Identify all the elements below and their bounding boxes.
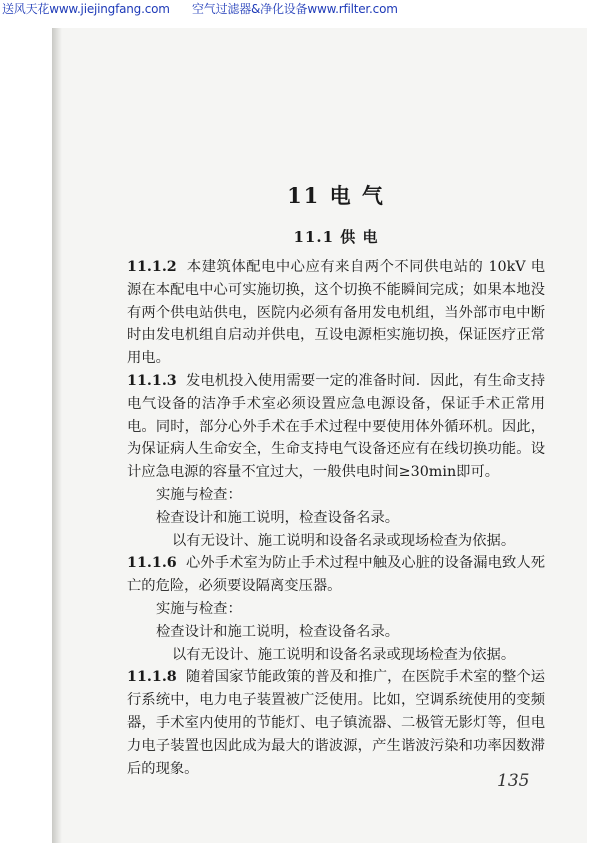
implementation-basis: 以有无设计、施工说明和设备名录或现场检查为依据。 [172, 646, 516, 663]
watermark-banner [0, 0, 600, 18]
clause-11-1-6 [127, 552, 545, 598]
implementation-basis: 以有无设计、施工说明和设备名录或现场检查为依据。 [172, 532, 516, 549]
body-text [127, 256, 545, 780]
chapter-title: 11 电 气 [287, 183, 385, 208]
section-title: 11.1 供 电 [293, 228, 379, 246]
clause-11-1-8 [127, 666, 545, 780]
clause-text: 本建筑体配电中心应有来自两个不同供电站的 10kV 电源在本配电中心可实施切换，这个切换不能瞬间完成；如果本地没有两个供电站供电，医院内必须有备用发电机组，当外部市电中断时由发电机组自启动并供电，互设电源柜实施切换，保证医疗正常用电。 [127, 259, 545, 367]
clause-11-1-2 [127, 256, 545, 370]
implementation-title: 实施与检查： [156, 486, 242, 503]
clause-number: 11.1.8 [127, 669, 177, 686]
banner-left-text: 送风天花www.jiejingfang.com [2, 2, 170, 16]
page-number: 135 [497, 771, 530, 791]
banner-right-text: 空气过滤器&净化设备www.rfilter.com [192, 2, 398, 16]
clause-number: 11.1.2 [127, 259, 177, 275]
implementation-check: 检查设计和施工说明，检查设备名录。 [156, 509, 400, 526]
implementation-check: 检查设计和施工说明，检查设备名录。 [156, 623, 400, 640]
clause-number: 11.1.3 [127, 372, 177, 389]
clause-11-1-3 [127, 370, 545, 484]
clause-number: 11.1.6 [127, 555, 177, 572]
page-gutter-shadow [52, 28, 62, 843]
clause-text: 发电机投入使用需要一定的准备时间．因此，有生命支持电气设备的洁净手术室必须设置应急电源设备，保证手术正常用电。同时，部分心外手术在手术过程中要使用体外循环机。因此，为保证病人生命安全，生命支持电气设备还应有在线切换功能。设计应急电源的容量不宜过大，一般供电时间≥30min即可。 [127, 372, 546, 481]
clause-text: 心外手术室为防止手术过程中触及心脏的设备漏电致人死亡的危险，必须要设隔离变压器。 [127, 555, 546, 595]
clause-text: 随着国家节能政策的普及和推广，在医院手术室的整个运行系统中，电力电子装置被广泛使用。比如，空调系统使用的变频器，手术室内使用的节能灯、电子镇流器、二极管无影灯等，但电力电子装置也因此成为最大的谐波源，产生谐波污染和功率因数滞后的现象。 [127, 669, 546, 777]
implementation-title: 实施与检查： [156, 600, 242, 617]
